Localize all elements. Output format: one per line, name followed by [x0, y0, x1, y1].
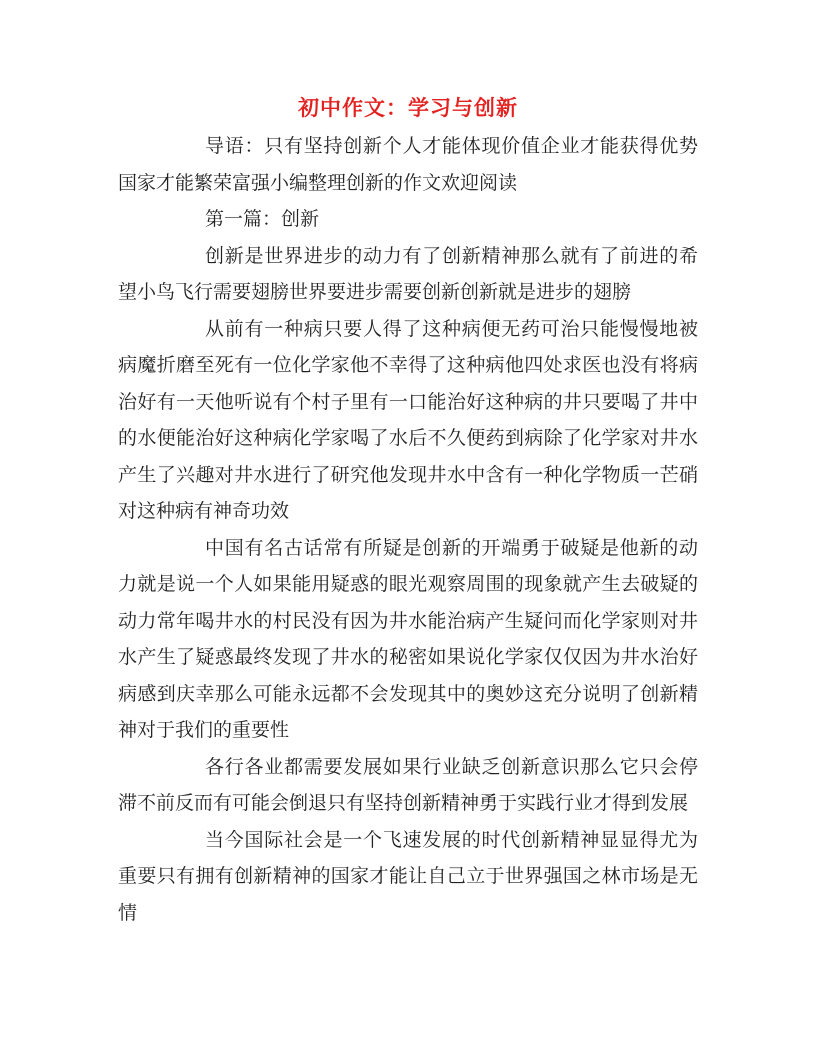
paragraph: 当今国际社会是一个飞速发展的时代创新精神显显得尤为重要只有拥有创新精神的国家才能让自己立于世界强国之林市场是无情	[118, 828, 698, 924]
paragraph: 创新是世界进步的动力有了创新精神那么就有了前进的希望小鸟飞行需要翅膀世界要进步需要创新创新就是进步的翅膀	[118, 244, 698, 303]
paragraph: 中国有名古话常有所疑是创新的开端勇于破疑是他新的动力就是说一个人如果能用疑惑的眼光观察周围的现象就产生去破疑的动力常年喝井水的村民没有因为井水能治病产生疑问而化学家则对井水产生了疑惑最终发现了井水的秘密如果说化学家仅仅因为井水治好病感到庆幸那么可能永远都不会发现其中的奥妙这充分说明了创新精神对于我们的重要性	[118, 536, 698, 741]
section-heading: 第一篇：创新	[205, 208, 320, 230]
paragraph-intro: 导语：只有坚持创新个人才能体现价值企业才能获得优势国家才能繁荣富强小编整理创新的作文欢迎阅读	[118, 135, 698, 194]
paragraph: 各行各业都需要发展如果行业缺乏创新意识那么它只会停滞不前反而有可能会倒退只有坚持创新精神勇于实践行业才得到发展	[118, 755, 698, 814]
paragraph: 从前有一种病只要人得了这种病便无药可治只能慢慢地被病魔折磨至死有一位化学家他不幸得了这种病他四处求医也没有将病治好有一天他听说有个村子里有一口能治好这种病的井只要喝了井中的水便能治好这种病化学家喝了水后不久便药到病除了化学家对井水产生了兴趣对井水进行了研究他发现井水中含有一种化学物质一芒硝对这种病有神奇功效	[118, 317, 698, 522]
document-title: 初中作文：学习与创新	[298, 95, 518, 120]
